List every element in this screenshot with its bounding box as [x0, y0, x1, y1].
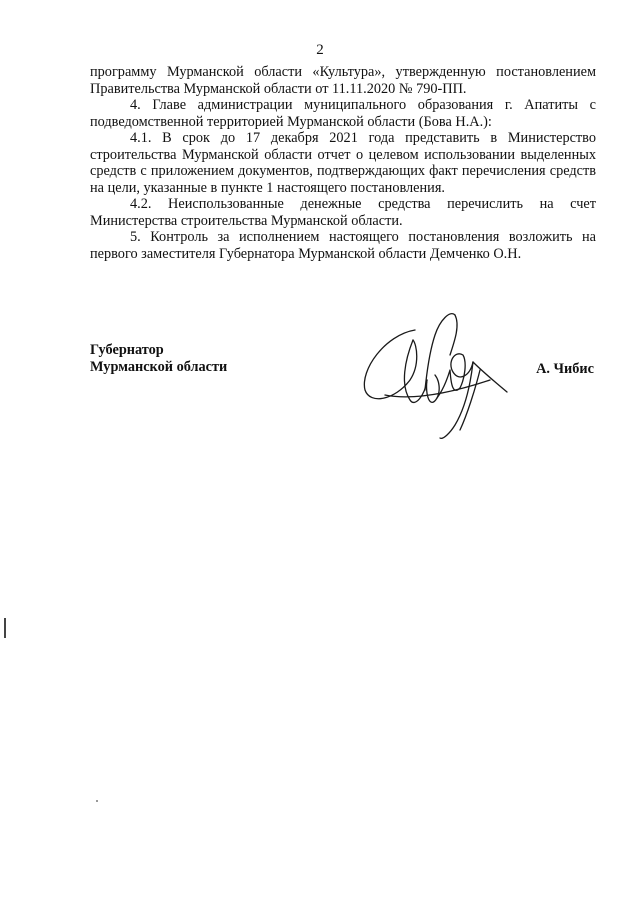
scan-artifact-mark	[4, 618, 6, 638]
handwritten-signature	[355, 300, 515, 445]
scan-artifact-dot	[96, 800, 98, 802]
paragraph-item-4-1: 4.1. В срок до 17 декабря 2021 года представить в Министерство строительства Мурманской области отчет о целевом использовании выделенных средств с приложением документов, подтверждающих факт перечисления средств на цели, указанные в пункте 1 настоящего постановления.	[90, 130, 596, 196]
paragraph-item-5: 5. Контроль за исполнением настоящего постановления возложить на первого заместителя Губернатора Мурманской области Демченко О.Н.	[90, 229, 596, 262]
document-body	[90, 64, 596, 262]
signatory-title-line2: Мурманской области	[90, 359, 228, 375]
paragraph-item-4-2: 4.2. Неиспользованные денежные средства перечислить на счет Министерства строительства Мурманской области.	[90, 196, 596, 229]
paragraph-continuation: программу Мурманской области «Культура», утвержденную постановлением Правительства Мурманской области от 11.11.2020 № 790-ПП.	[90, 64, 596, 97]
page-number: 2	[316, 42, 324, 58]
signatory-name: А. Чибис	[536, 361, 594, 377]
signatory-title	[90, 342, 227, 376]
paragraph-item-4: 4. Главе администрации муниципального образования г. Апатиты с подведомственной территорией Мурманской области (Бова Н.А.):	[90, 97, 596, 130]
signatory-title-line1: Губернатор	[90, 342, 164, 358]
